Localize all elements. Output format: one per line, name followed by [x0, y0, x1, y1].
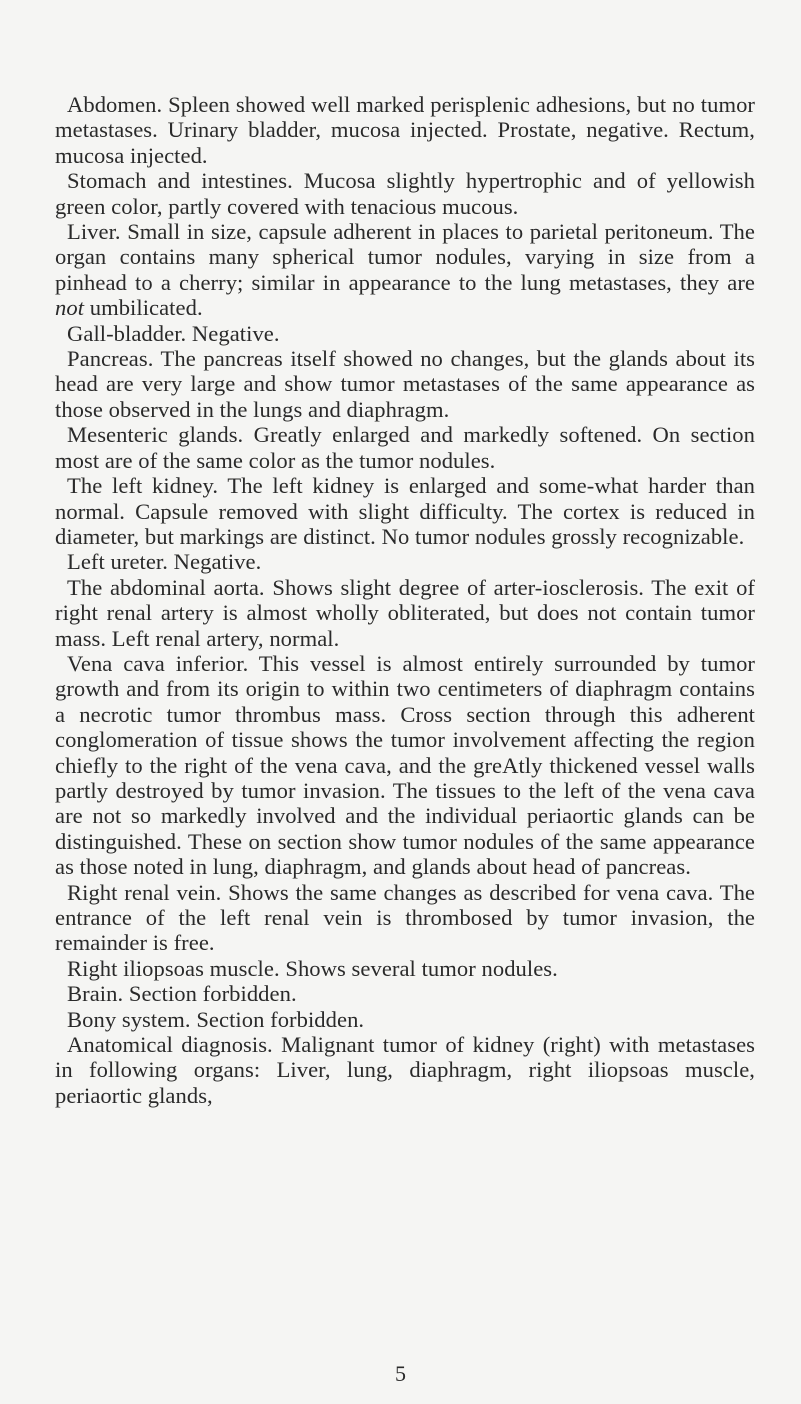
paragraph-stomach-intestines: Stomach and intestines. Mucosa slightly hypertrophic and of yellowish green color, partly covered with tenacious mucous.: [55, 168, 755, 219]
paragraph-pancreas: Pancreas. The pancreas itself showed no changes, but the glands about its head are very large and show tumor metastases of the same appearance as those observed in the lungs and diaphragm.: [55, 346, 755, 422]
liver-text-before: Liver. Small in size, capsule adherent in places to parietal peritoneum. The organ contains many spherical tumor nodules, varying in size from a pinhead to a cherry; similar in appearance to the lung metastases, they are: [55, 219, 755, 295]
paragraph-left-kidney: The left kidney. The left kidney is enlarged and some-what harder than normal. Capsule removed with slight difficulty. The cortex is reduced in diameter, but markings are distinct. No tumor nodules grossly recognizable.: [55, 473, 755, 549]
paragraph-brain: Brain. Section forbidden.: [67, 981, 297, 1007]
page-number: 5: [395, 1361, 406, 1386]
liver-text-after: umbilicated.: [84, 295, 203, 321]
paragraph-abdominal-aorta: The abdominal aorta. Shows slight degree of arter-iosclerosis. The exit of right renal artery is almost wholly obliterated, but does not contain tumor mass. Left renal artery, normal.: [55, 574, 755, 651]
paragraph-left-ureter: Left ureter. Negative.: [67, 549, 262, 575]
paragraph-right-renal-vein: Right renal vein. Shows the same changes as described for vena cava. The entrance of the left renal vein is thrombosed by tumor invasion, the remainder is free.: [55, 879, 755, 956]
paragraph-iliopsoas: Right iliopsoas muscle. Shows several tumor nodules.: [67, 955, 558, 981]
paragraph-abdomen: Abdomen. Spleen showed well marked perisplenic adhesions, but no tumor metastases. Urinary bladder, mucosa injected. Prostate, negative. Rectum, mucosa injected.: [55, 92, 755, 168]
paragraph-anatomical-diagnosis: Anatomical diagnosis. Malignant tumor of kidney (right) with metastases in following organs: Liver, lung, diaphragm, right iliopsoas muscle, periaortic glands,: [55, 1032, 755, 1108]
paragraph-bony-system: Bony system. Section forbidden.: [67, 1006, 365, 1032]
paragraph-gall-bladder: Gall-bladder. Negative.: [67, 320, 280, 346]
paragraph-mesenteric-glands: Mesenteric glands. Greatly enlarged and markedly softened. On section most are of the same color as the tumor nodules.: [55, 422, 755, 473]
paragraph-liver: [55, 219, 755, 321]
paragraph-vena-cava: Vena cava inferior. This vessel is almost entirely surrounded by tumor growth and from its origin to within two centimeters of diaphragm contains a necrotic tumor thrombus mass. Cross section through this adherent conglomeration of tissue shows the tumor involvement affecting the region chiefly to the right of the vena cava, and the greAtly thickened vessel walls partly destroyed by tumor invasion. The tissues to the left of the vena cava are not so markedly involved and the individual periaortic glands can be distinguished. These on section show tumor nodules of the same appearance as those noted in lung, diaphragm, and glands about head of pancreas.: [55, 650, 755, 880]
autopsy-report-text: [55, 92, 755, 1108]
liver-emphasis: not: [55, 295, 85, 321]
